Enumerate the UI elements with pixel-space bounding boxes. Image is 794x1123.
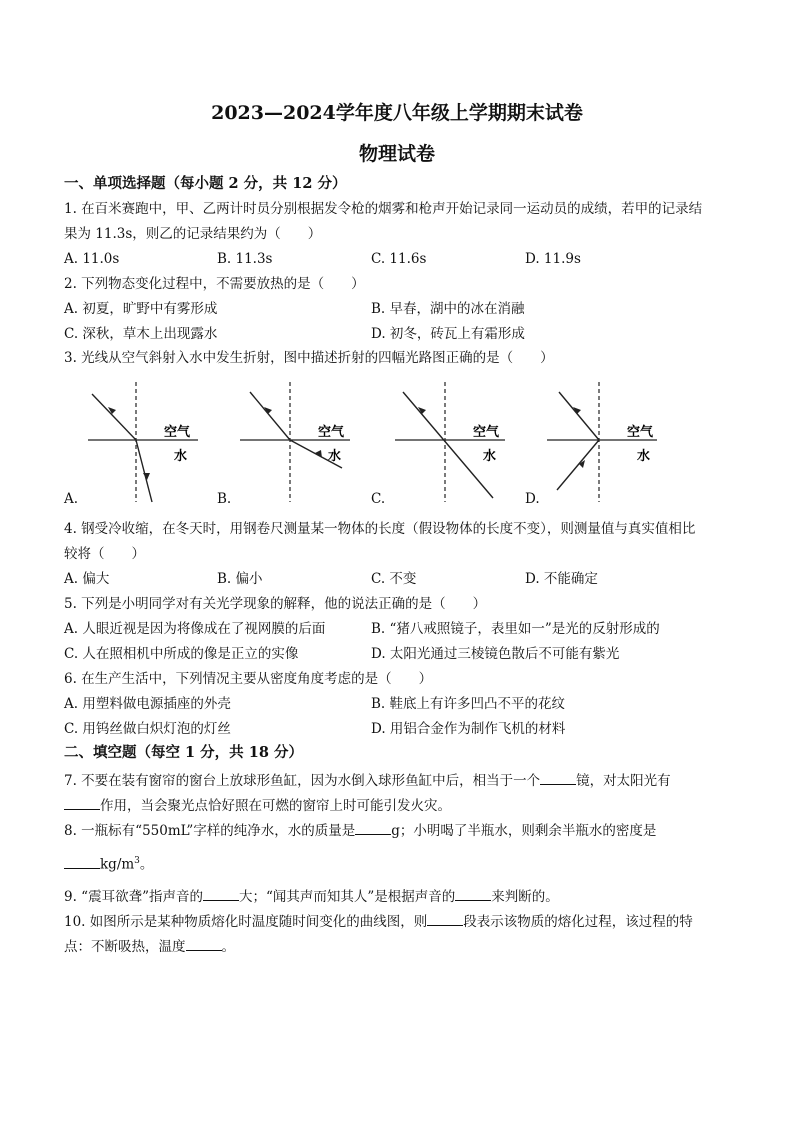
q7-text-3: 作用，当会聚光点恰好照在可燃的窗帘上时可能引发火灾。 (100, 798, 451, 814)
q10-text-3: 点：不断吸热，温度 (64, 939, 186, 955)
q5-option-c: C. 人在照相机中所成的像是正立的实像 (64, 646, 299, 662)
q2-option-c: C. 深秋，草木上出现露水 (64, 326, 218, 342)
q4-stem-line2: 较将（ ） (64, 546, 145, 562)
section2-heading: 二、填空题（每空 1 分，共 18 分） (64, 744, 303, 761)
q10-text-4: 。 (221, 939, 235, 955)
q3-diagram-c (375, 380, 515, 505)
section1-heading: 一、单项选择题（每小题 2 分，共 12 分） (64, 175, 347, 192)
q3-label-a: A. (64, 491, 79, 507)
q4-option-a: A. 偏大 (64, 571, 110, 587)
q6-option-a: A. 用塑料做电源插座的外壳 (64, 696, 231, 712)
q2-stem: 2. 下列物态变化过程中，不需要放热的是（ ） (64, 276, 365, 292)
q10-line1 (64, 911, 693, 931)
q8-blank-1[interactable] (355, 820, 391, 835)
q3-b-water-label: 水 (328, 448, 342, 463)
q4-option-d: D. 不能确定 (525, 571, 598, 587)
q5-option-d: D. 太阳光通过三棱镜色散后不可能有紫光 (371, 646, 620, 662)
q7-line2 (64, 795, 451, 815)
q8-text-2: g；小明喝了半瓶水，则剩余半瓶水的密度是 (391, 823, 657, 839)
exam-subtitle: 物理试卷 (358, 143, 435, 165)
q9-text-2: 大；“闻其声而知其人”是根据声音的 (238, 889, 456, 905)
q10-text-1: 10. 如图所示是某种物质熔化时温度随时间变化的曲线图，则 (64, 914, 428, 930)
q3-stem: 3. 光线从空气斜射入水中发生折射，图中描述折射的四幅光路图正确的是（ ） (64, 350, 554, 366)
q4-stem-line1: 4. 钢受冷收缩，在冬天时，用钢卷尺测量某一物体的长度（假设物体的长度不变），则测量值与真实值相比 (64, 521, 696, 537)
q6-stem: 6. 在生产生活中，下列情况主要从密度角度考虑的是（ ） (64, 671, 433, 687)
q5-option-b: B. “猪八戒照镜子，表里如一”是光的反射形成的 (371, 621, 660, 637)
q1-stem-line1: 1. 在百米赛跑中，甲、乙两计时员分别根据发令枪的烟雾和枪声开始记录同一运动员的成绩，若甲的记录结 (64, 201, 703, 217)
q9-line (64, 886, 559, 906)
q6-option-c: C. 用钨丝做白炽灯泡的灯丝 (64, 721, 231, 737)
q9-text-1: 9. “震耳欲聋”指声音的 (64, 889, 203, 905)
q2-option-a: A. 初夏，旷野中有雾形成 (64, 301, 218, 317)
q3-a-water-label: 水 (174, 448, 188, 463)
q1-option-d: D. 11.9s (525, 251, 581, 267)
q3-a-air-label: 空气 (164, 424, 191, 439)
q7-text-1: 7. 不要在装有窗帘的窗台上放球形鱼缸，因为水倒入球形鱼缸中后，相当于一个 (64, 773, 541, 789)
q5-option-a: A. 人眼近视是因为将像成在了视网膜的后面 (64, 621, 326, 637)
q2-option-b: B. 早春，湖中的冰在消融 (371, 301, 525, 317)
q8-text-1: 8. 一瓶标有“550mL”字样的纯净水，水的质量是 (64, 823, 356, 839)
q10-blank-1[interactable] (427, 911, 463, 926)
q7-line1 (64, 770, 671, 790)
q3-diagram-b (220, 380, 360, 505)
q3-b-air-label: 空气 (318, 424, 345, 439)
q1-option-b: B. 11.3s (217, 251, 273, 267)
q10-blank-2[interactable] (186, 936, 222, 951)
q3-label-b: B. (217, 491, 232, 507)
q3-d-air-label: 空气 (627, 424, 654, 439)
q4-option-b: B. 偏小 (217, 571, 263, 587)
q8-unit-exponent: 3 (134, 856, 140, 866)
q9-blank-2[interactable] (455, 886, 491, 901)
q5-stem: 5. 下列是小明同学对有关光学现象的解释，他的说法正确的是（ ） (64, 596, 487, 612)
q1-stem-line2: 果为 11.3s，则乙的记录结果约为（ ） (64, 226, 322, 242)
exam-title: 2023—2024学年度八年级上学期期末试卷 (211, 102, 583, 124)
q1-option-c: C. 11.6s (371, 251, 427, 267)
q9-blank-1[interactable] (203, 886, 239, 901)
q3-d-water-label: 水 (637, 448, 651, 463)
q3-label-c: C. (371, 491, 386, 507)
q10-text-2: 段表示该物质的熔化过程，该过程的特 (463, 914, 693, 930)
q8-unit: kg/m (100, 856, 135, 873)
q8-line1 (64, 820, 656, 840)
q7-text-2: 镜，对太阳光有 (576, 773, 671, 789)
q1-option-a: A. 11.0s (64, 251, 120, 267)
q6-option-b: B. 鞋底上有许多凹凸不平的花纹 (371, 696, 566, 712)
q8-end: 。 (139, 856, 154, 873)
q3-c-air-label: 空气 (473, 424, 500, 439)
q3-diagram-d (527, 380, 667, 505)
q9-text-3: 来判断的。 (491, 889, 559, 905)
q3-c-water-label: 水 (483, 448, 497, 463)
q4-option-c: C. 不变 (371, 571, 417, 587)
q3-diagram-a (68, 380, 208, 505)
q7-blank-2[interactable] (64, 795, 100, 810)
q8-line2 (64, 852, 153, 874)
q7-blank-1[interactable] (540, 770, 576, 785)
q6-option-d: D. 用铝合金作为制作飞机的材料 (371, 721, 566, 737)
q2-option-d: D. 初冬，砖瓦上有霜形成 (371, 326, 525, 342)
q3-label-d: D. (525, 491, 540, 507)
q10-line2 (64, 936, 235, 956)
q8-blank-2[interactable] (64, 854, 100, 869)
